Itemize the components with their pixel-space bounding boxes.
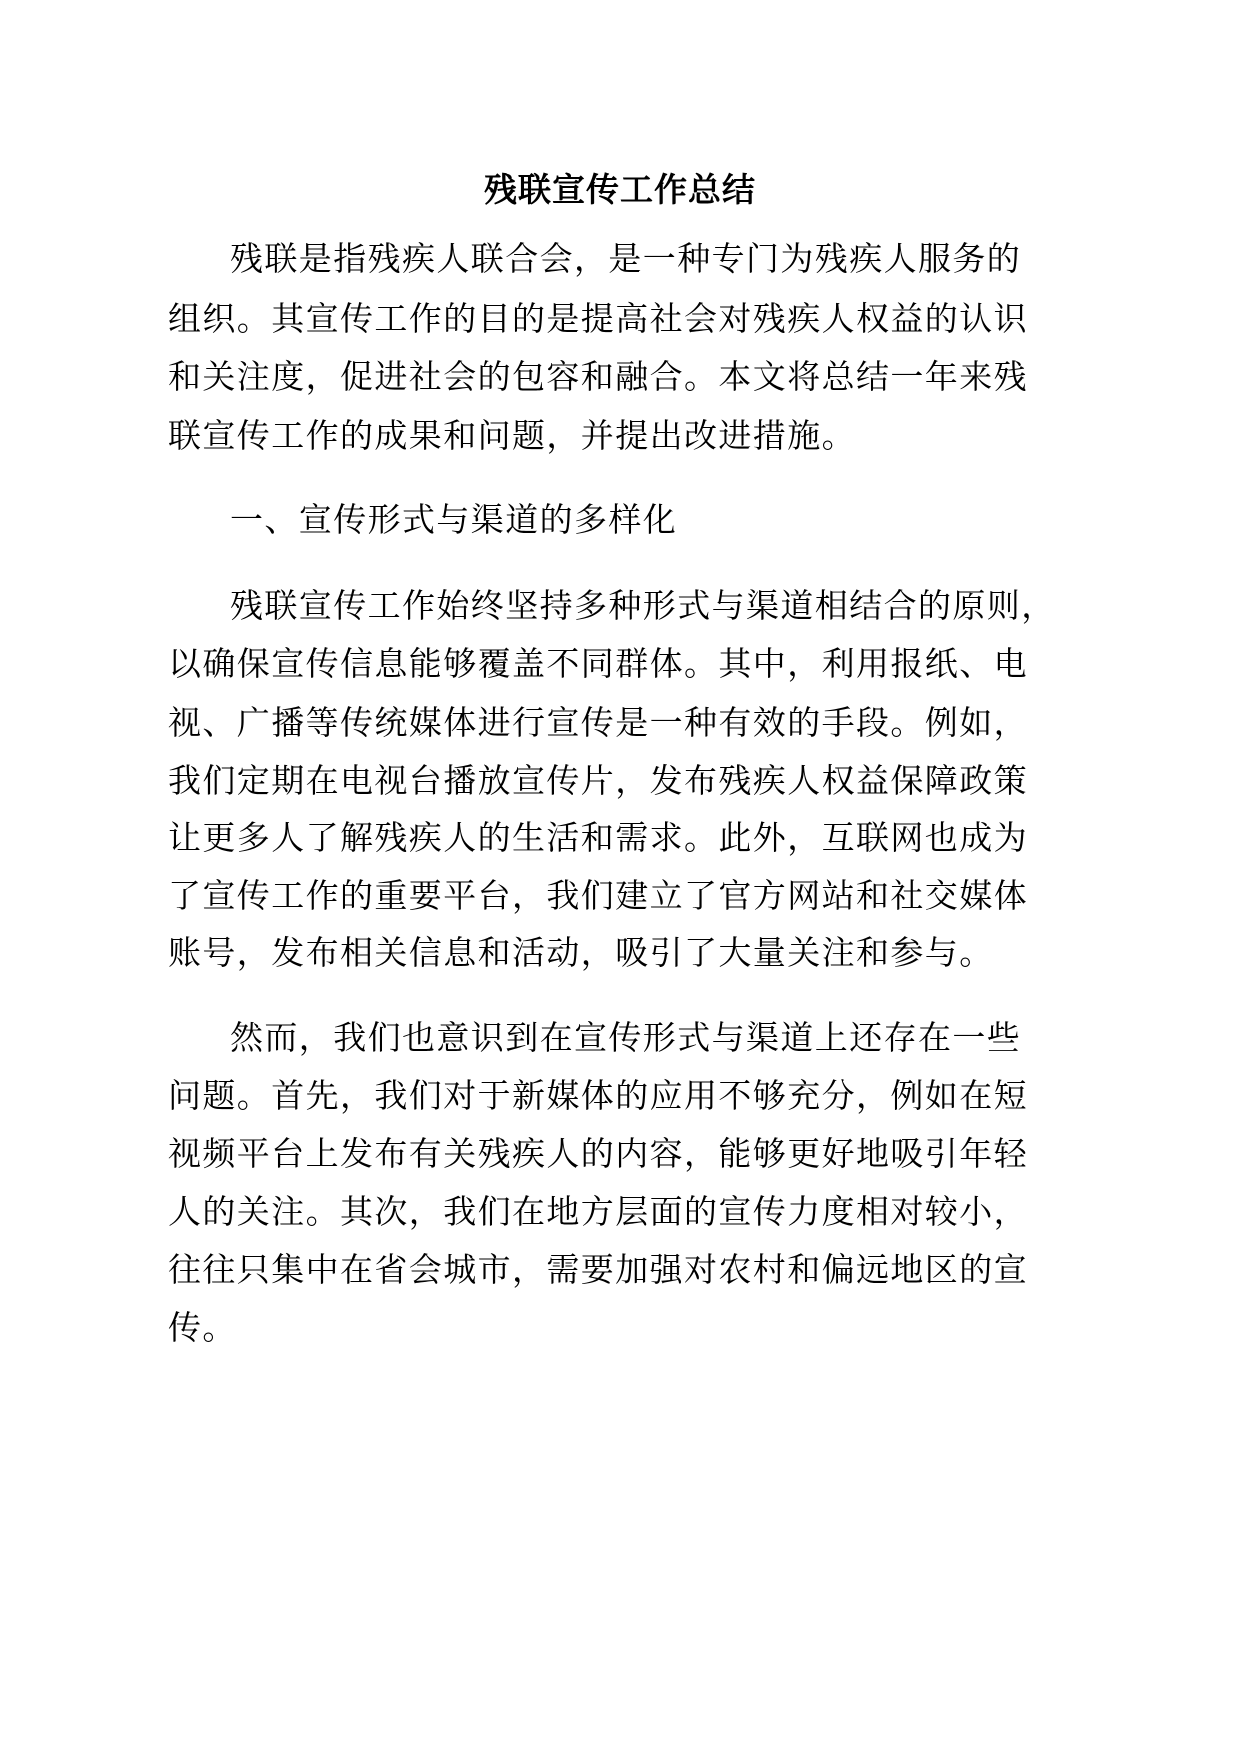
paragraph-line: 和关注度，促进社会的包容和融合。本文将总结一年来残 [168,357,1028,396]
paragraph-line: 问题。首先，我们对于新媒体的应用不够充分，例如在短 [168,1076,1028,1115]
paragraph-line: 以确保宣传信息能够覆盖不同群体。其中，利用报纸、电 [168,644,1028,683]
paragraph-line: 传。 [168,1308,237,1347]
section-heading-text: 一、宣传形式与渠道的多样化 [230,500,678,539]
paragraph-line: 残联宣传工作始终坚持多种形式与渠道相结合的原则， [230,586,1056,625]
paragraph-line: 联宣传工作的成果和问题，并提出改进措施。 [168,416,856,455]
paragraph-line: 往往只集中在省会城市，需要加强对农村和偏远地区的宣 [168,1250,1028,1289]
paragraph-line: 了宣传工作的重要平台，我们建立了官方网站和社交媒体 [168,876,1028,915]
paragraph-line: 残联是指残疾人联合会，是一种专门为残疾人服务的 [230,239,1022,278]
paragraph-line: 组织。其宣传工作的目的是提高社会对残疾人权益的认识 [168,299,1028,338]
paragraph-line: 然而，我们也意识到在宣传形式与渠道上还存在一些 [230,1018,1022,1057]
paragraph-line: 我们定期在电视台播放宣传片，发布残疾人权益保障政策 [168,761,1028,800]
paragraph-line: 让更多人了解残疾人的生活和需求。此外，互联网也成为 [168,818,1028,857]
paragraph-line: 视、广播等传统媒体进行宣传是一种有效的手段。例如， [168,703,1028,742]
paragraph-line: 账号，发布相关信息和活动，吸引了大量关注和参与。 [168,933,994,972]
document-title: 残联宣传工作总结 [484,170,756,209]
paragraph-line: 人的关注。其次，我们在地方层面的宣传力度相对较小， [168,1192,1028,1231]
paragraph-line: 视频平台上发布有关残疾人的内容，能够更好地吸引年轻 [168,1134,1028,1173]
